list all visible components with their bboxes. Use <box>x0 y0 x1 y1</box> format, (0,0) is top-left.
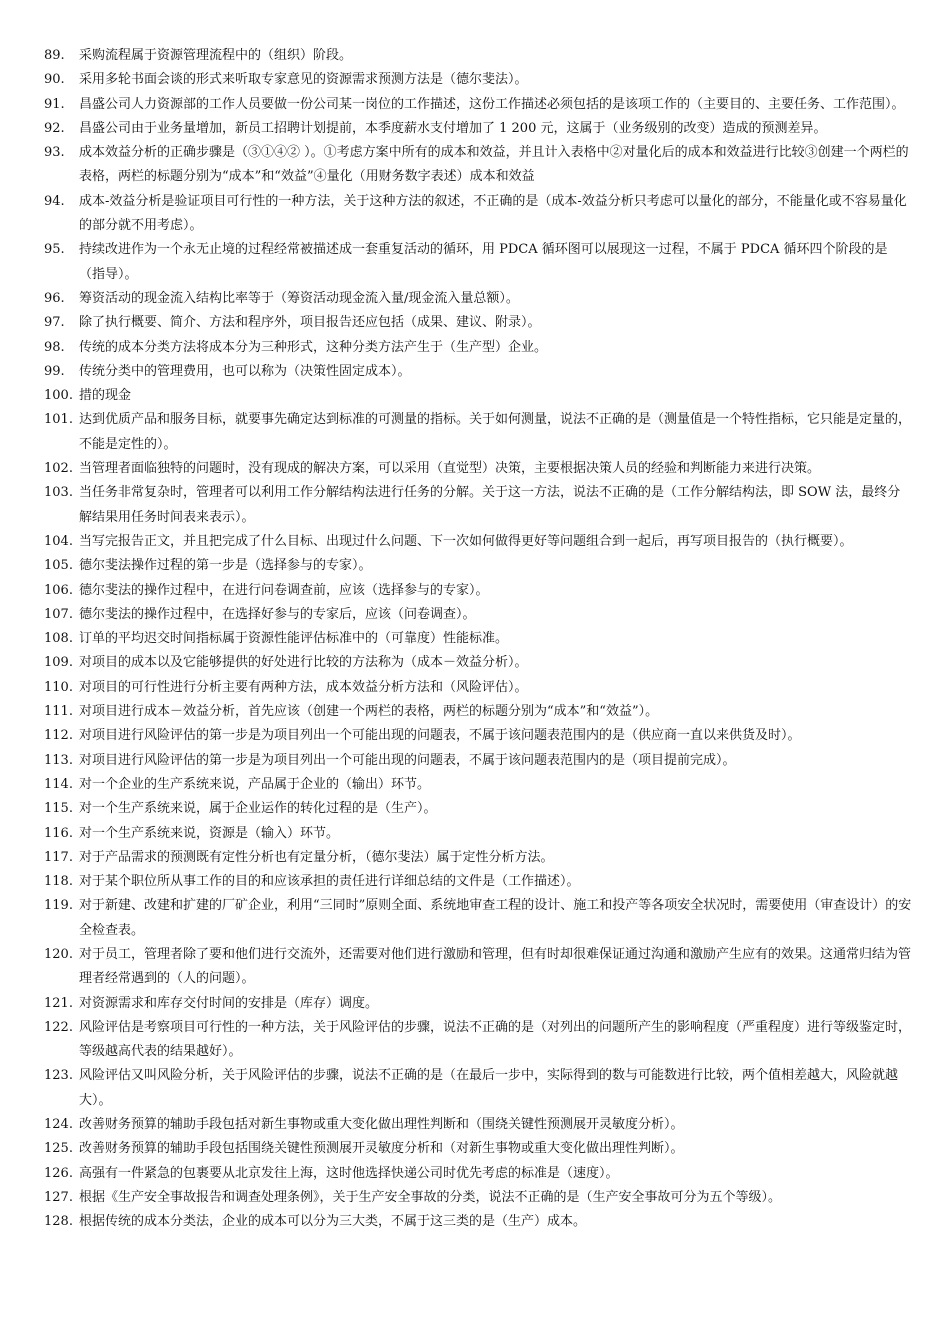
item-number: 124. <box>44 1117 73 1133</box>
question-item <box>0 1016 950 1065</box>
item-number: 116. <box>44 825 73 841</box>
question-item <box>0 384 950 408</box>
question-item <box>0 44 950 68</box>
item-number: 93. <box>44 145 65 161</box>
question-item <box>0 1210 950 1234</box>
question-item <box>0 1064 950 1113</box>
item-text: 对一个生产系统来说，属于企业运作的转化过程的是（生产）。 <box>79 801 437 817</box>
item-number: 126. <box>44 1165 73 1181</box>
item-text: 对项目的成本以及它能够提供的好处进行比较的方法称为（成本－效益分析）。 <box>79 655 528 671</box>
item-text: 对于产品需求的预测既有定性分析也有定量分析，（德尔斐法）属于定性分析方法。 <box>79 849 554 865</box>
item-text: 对项目进行成本－效益分析，首先应该（创建一个两栏的表格，两栏的标题分别为“成本”和“效益”）。 <box>79 704 659 720</box>
question-item <box>0 797 950 821</box>
item-text: 筹资活动的现金流入结构比率等于（筹资活动现金流入量/现金流入量总额）。 <box>79 290 519 306</box>
item-number: 91. <box>44 96 65 112</box>
item-number: 123. <box>44 1068 73 1084</box>
question-item <box>0 894 950 943</box>
question-item <box>0 992 950 1016</box>
item-number: 94. <box>44 193 65 209</box>
question-item <box>0 336 950 360</box>
item-number: 122. <box>44 1019 73 1035</box>
item-text: 持续改进作为一个永无止境的过程经常被描述成一套重复活动的循环，用 PDCA 循环图可以展现这一过程，不属于 PDCA 循环四个阶段的是（指导）。 <box>79 242 888 282</box>
item-text: 订单的平均迟交时间指标属于资源性能评估标准中的（可靠度）性能标准。 <box>79 631 509 647</box>
item-text: 成本-效益分析是验证项目可行性的一种方法，关于这种方法的叙述，不正确的是（成本-效益分析只考虑可以量化的部分，不能量化或不容易量化的部分就不用考虑）。 <box>79 193 907 234</box>
item-text: 达到优质产品和服务目标，就要事先确定达到标准的可测量的指标。关于如何测量，说法不正确的是（测量值是一个特性指标，它只能是定量的，不能是定性的）。 <box>79 412 912 452</box>
question-item <box>0 481 950 530</box>
question-item <box>0 1137 950 1161</box>
question-item <box>0 603 950 627</box>
document-page <box>0 44 950 1235</box>
question-item <box>0 1113 950 1137</box>
item-text: 对一个生产系统来说，资源是（输入）环节。 <box>79 825 340 841</box>
question-item <box>0 773 950 797</box>
question-item <box>0 311 950 335</box>
item-number: 103. <box>44 485 73 501</box>
item-number: 106. <box>44 582 73 598</box>
question-item <box>0 457 950 481</box>
item-number: 118. <box>44 874 73 890</box>
item-number: 119. <box>44 898 73 914</box>
item-number: 128. <box>44 1214 73 1230</box>
item-text: 根据《生产安全事故报告和调查处理条例》，关于生产安全事故的分类，说法不正确的是（生产安全事故可分为五个等级）。 <box>79 1189 782 1205</box>
item-number: 107. <box>44 606 73 622</box>
item-number: 111. <box>44 704 73 720</box>
item-text: 对项目的可行性进行分析主要有两种方法，成本效益分析方法和（风险评估）。 <box>79 679 528 695</box>
item-number: 110. <box>44 679 73 695</box>
question-item <box>0 68 950 92</box>
item-number: 100. <box>44 388 73 404</box>
item-text: 对于员工，管理者除了要和他们进行交流外，还需要对他们进行激励和管理，但有时却很难保证通过沟通和激励产生应有的效果。这通常归结为管理者经常遇到的（人的问题）。 <box>79 946 912 987</box>
item-number: 108. <box>44 631 73 647</box>
question-item <box>0 1162 950 1186</box>
item-text: 对于新建、改建和扩建的厂矿企业，利用“三同时”原则全面、系统地审查工程的设计、施工和投产等各项安全状况时，需要使用（审查设计）的安全检查表。 <box>79 898 912 938</box>
item-text: 当任务非常复杂时，管理者可以利用工作分解结构法进行任务的分解。关于这一方法，说法不正确的是（工作分解结构法，即 SOW 法，最终分解结果用任务时间表来表示）。 <box>79 485 901 525</box>
item-text: 采用多轮书面会谈的形式来听取专家意见的资源需求预测方法是（德尔斐法）。 <box>79 72 528 88</box>
question-item <box>0 190 950 239</box>
question-item <box>0 117 950 141</box>
item-number: 104. <box>44 533 73 549</box>
item-text: 对项目进行风险评估的第一步是为项目列出一个可能出现的问题表，不属于该问题表范围内的是（供应商一直以来供货及时）。 <box>79 728 801 744</box>
question-item <box>0 530 950 554</box>
question-item <box>0 870 950 894</box>
question-item <box>0 676 950 700</box>
item-number: 102. <box>44 461 73 477</box>
question-item <box>0 724 950 748</box>
item-text: 采购流程属于资源管理流程中的（组织）阶段。 <box>79 48 353 63</box>
item-number: 98. <box>44 339 65 355</box>
question-item <box>0 943 950 992</box>
item-text: 除了执行概要、简介、方法和程序外，项目报告还应包括（成果、建议、附录）。 <box>79 315 541 331</box>
item-number: 97. <box>44 315 65 331</box>
item-text: 改善财务预算的辅助手段包括对新生事物或重大变化做出理性判断和（围绕关键性预测展开灵敏度分析）。 <box>79 1117 684 1133</box>
item-number: 115. <box>44 801 73 817</box>
item-number: 113. <box>44 752 73 768</box>
question-item <box>0 822 950 846</box>
question-item <box>0 627 950 651</box>
item-number: 125. <box>44 1141 73 1157</box>
item-text: 根据传统的成本分类法，企业的成本可以分为三大类，不属于这三类的是（生产）成本。 <box>79 1214 587 1230</box>
item-number: 114. <box>44 776 73 792</box>
item-number: 90. <box>44 72 65 88</box>
item-text: 措的现金 <box>79 388 132 404</box>
question-item <box>0 1186 950 1210</box>
question-item <box>0 287 950 311</box>
item-text: 对项目进行风险评估的第一步是为项目列出一个可能出现的问题表，不属于该问题表范围内的是（项目提前完成）。 <box>79 752 736 768</box>
item-number: 89. <box>44 48 65 63</box>
item-number: 120. <box>44 946 73 962</box>
item-number: 96. <box>44 290 65 306</box>
item-number: 95. <box>44 242 65 258</box>
item-text: 传统分类中的管理费用，也可以称为（决策性固定成本）。 <box>79 363 411 379</box>
item-text: 改善财务预算的辅助手段包括围绕关键性预测展开灵敏度分析和（对新生事物或重大变化做出理性判断）。 <box>79 1141 684 1157</box>
item-text: 传统的成本分类方法将成本分为三种形式，这种分类方法产生于（生产型）企业。 <box>79 339 548 355</box>
question-item <box>0 93 950 117</box>
item-text: 成本效益分析的正确步骤是（③①④② ）。①考虑方案中所有的成本和效益，并且计入表格中②对量化后的成本和效益进行比较③创建一个两栏的表格，两栏的标题分别为“成本”和“效益”④量化（用财务数字表述）成本和效益 <box>79 145 909 185</box>
item-text: 德尔斐法的操作过程中，在进行问卷调查前，应该（选择参与的专家）。 <box>79 582 489 598</box>
question-item <box>0 554 950 578</box>
item-text: 高强有一件紧急的包裹要从北京发往上海，这时他选择快递公司时优先考虑的标准是（速度）。 <box>79 1165 619 1181</box>
item-text: 当管理者面临独特的问题时，没有现成的解决方案，可以采用（直觉型）决策，主要根据决策人员的经验和判断能力来进行决策。 <box>79 461 821 477</box>
item-number: 117. <box>44 849 73 865</box>
question-item <box>0 846 950 870</box>
item-number: 101. <box>44 412 73 428</box>
question-item <box>0 749 950 773</box>
question-item <box>0 651 950 675</box>
question-item <box>0 238 950 287</box>
item-text: 风险评估是考察项目可行性的一种方法，关于风险评估的步骤，说法不正确的是（对列出的问题所产生的影响程度（严重程度）进行等级鉴定时，等级越高代表的结果越好）。 <box>79 1019 912 1060</box>
item-text: 昌盛公司人力资源部的工作人员要做一份公司某一岗位的工作描述，这份工作描述必须包括的是该项工作的（主要目的、主要任务、工作范围）。 <box>79 96 905 112</box>
item-number: 92. <box>44 120 65 136</box>
question-item <box>0 700 950 724</box>
item-text: 对资源需求和库存交付时间的安排是（库存）调度。 <box>79 995 379 1011</box>
item-number: 121. <box>44 995 73 1011</box>
item-text: 昌盛公司由于业务量增加，新员工招聘计划提前，本季度薪水支付增加了 1 200 元，这属于（业务级别的改变）造成的预测差异。 <box>79 120 827 136</box>
question-item <box>0 141 950 190</box>
question-item <box>0 360 950 384</box>
item-number: 99. <box>44 363 65 379</box>
item-number: 109. <box>44 655 73 671</box>
item-text: 当写完报告正文，并且把完成了什么目标、出现过什么问题、下一次如何做得更好等问题组合到一起后，再写项目报告的（执行概要）。 <box>79 533 853 549</box>
item-text: 对一个企业的生产系统来说，产品属于企业的（输出）环节。 <box>79 776 431 792</box>
item-number: 105. <box>44 558 73 574</box>
item-number: 127. <box>44 1189 73 1205</box>
item-text: 风险评估又叫风险分析，关于风险评估的步骤，说法不正确的是（在最后一步中，实际得到的数与可能数进行比较，两个值相差越大，风险就越大）。 <box>79 1068 899 1108</box>
item-text: 德尔斐法操作过程的第一步是（选择参与的专家）。 <box>79 558 372 574</box>
question-item <box>0 579 950 603</box>
item-text: 德尔斐法的操作过程中，在选择好参与的专家后，应该（问卷调查）。 <box>79 606 476 622</box>
question-item <box>0 408 950 457</box>
item-number: 112. <box>44 728 73 744</box>
item-text: 对于某个职位所从事工作的目的和应该承担的责任进行详细总结的文件是（工作描述）。 <box>79 874 580 890</box>
